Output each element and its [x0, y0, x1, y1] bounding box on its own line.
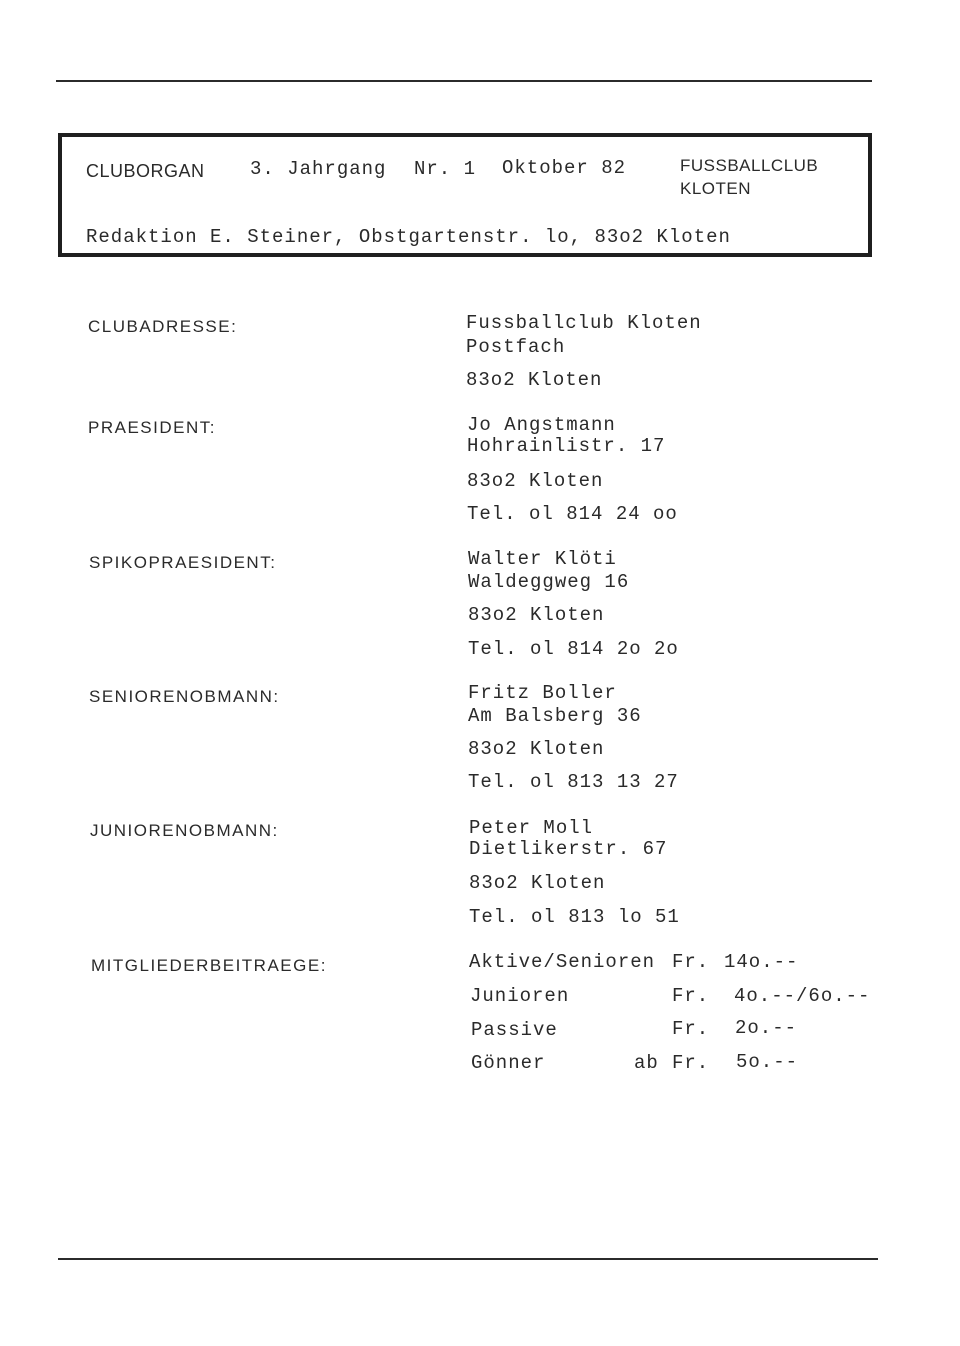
fee-prefix-goenner: ab	[634, 1052, 659, 1074]
label-mitgliederbeitraege: MITGLIEDERBEITRAEGE:	[91, 956, 327, 975]
praesident-line4: Tel. ol 814 24 oo	[467, 503, 678, 525]
label-spikopraesident: SPIKOPRAESIDENT:	[89, 553, 277, 572]
fee-category-junioren: Junioren	[470, 985, 570, 1007]
fee-amount-aktive: 14o.--	[724, 951, 799, 973]
praesident-line2: Hohrainlistr. 17	[467, 435, 666, 457]
praesident-line3: 83o2 Kloten	[467, 470, 604, 492]
clubadresse-line1: Fussballclub Kloten	[466, 312, 702, 334]
fee-amount-junioren: 4o.--/6o.--	[734, 985, 871, 1007]
label-praesident: PRAESIDENT:	[88, 418, 216, 437]
fee-amount-passive: 2o.--	[735, 1017, 798, 1039]
spikopraesident-line4: Tel. ol 814 2o 2o	[468, 638, 679, 660]
clubadresse-line2: Postfach	[466, 336, 566, 358]
fee-category-passive: Passive	[471, 1019, 558, 1041]
label-seniorenobmann: SENIORENOBMANN:	[89, 687, 280, 706]
bottom-rule	[58, 1258, 878, 1260]
clubadresse-line3: 83o2 Kloten	[466, 369, 603, 391]
fee-currency-junioren: Fr.	[672, 985, 710, 1007]
seniorenobmann-line2: Am Balsberg 36	[468, 705, 642, 727]
spikopraesident-line1: Walter Klöti	[468, 548, 617, 570]
praesident-line1: Jo Angstmann	[467, 414, 616, 436]
seniorenobmann-line4: Tel. ol 813 13 27	[468, 771, 679, 793]
juniorenobmann-line1: Peter Moll	[469, 817, 594, 839]
label-clubadresse: CLUBADRESSE:	[88, 317, 238, 336]
club-name-line2: KLOTEN	[680, 179, 752, 198]
jahrgang: 3. Jahrgang	[250, 158, 387, 180]
fee-currency-aktive: Fr.	[672, 951, 710, 973]
issue-date: Oktober 82	[502, 157, 627, 179]
fee-amount-goenner: 5o.--	[736, 1051, 799, 1073]
redaktion-line: Redaktion E. Steiner, Obstgartenstr. lo, 83o2 Kloten	[86, 226, 731, 248]
juniorenobmann-line4: Tel. ol 813 lo 51	[469, 906, 680, 928]
seniorenobmann-line1: Fritz Boller	[468, 682, 617, 704]
juniorenobmann-line3: 83o2 Kloten	[469, 872, 606, 894]
spikopraesident-line3: 83o2 Kloten	[468, 604, 605, 626]
juniorenobmann-line2: Dietlikerstr. 67	[469, 838, 668, 860]
fee-currency-goenner: Fr.	[672, 1052, 710, 1074]
issue-number: Nr. 1	[414, 158, 477, 180]
spikopraesident-line2: Waldeggweg 16	[468, 571, 630, 593]
club-name-line1: FUSSBALLCLUB	[680, 156, 819, 175]
fee-currency-passive: Fr.	[672, 1018, 710, 1040]
fee-category-goenner: Gönner	[471, 1052, 546, 1074]
seniorenobmann-line3: 83o2 Kloten	[468, 738, 605, 760]
cluborgan-label: CLUBORGAN	[86, 161, 205, 181]
label-juniorenobmann: JUNIORENOBMANN:	[90, 821, 279, 840]
fee-category-aktive: Aktive/Senioren	[469, 951, 656, 973]
top-rule	[56, 80, 872, 82]
